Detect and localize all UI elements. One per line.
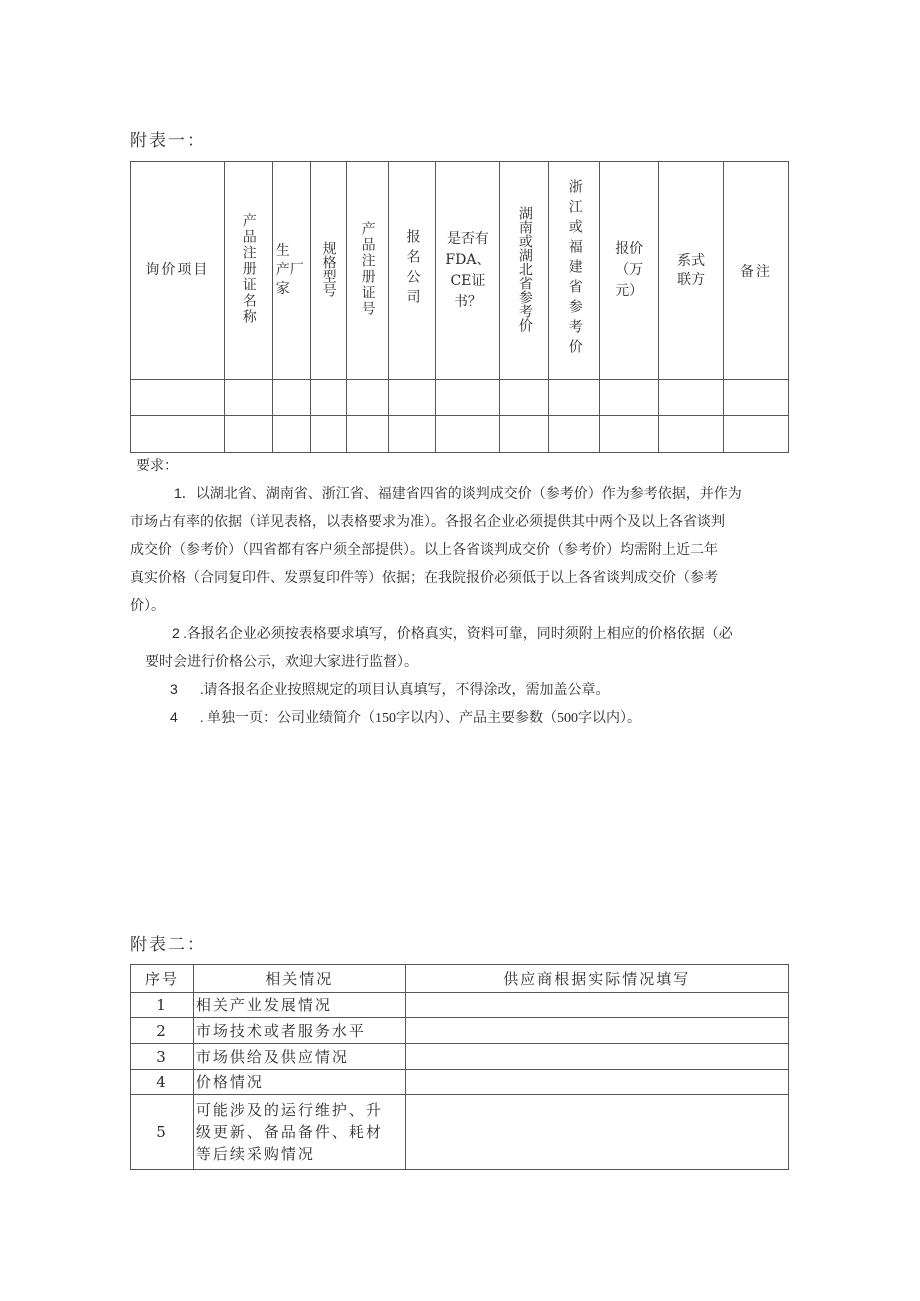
header-inquiry-item: 询价项目 <box>131 162 225 380</box>
cell[interactable] <box>549 416 600 453</box>
cell[interactable] <box>659 380 724 416</box>
cell[interactable] <box>724 416 789 453</box>
cell[interactable] <box>310 380 346 416</box>
row-number: 1 <box>131 993 194 1018</box>
row-fill-cell[interactable] <box>405 1070 788 1095</box>
row-fill-cell[interactable] <box>405 1018 788 1044</box>
table-row <box>131 1095 789 1170</box>
cell[interactable] <box>346 416 388 453</box>
row-item: 市场供给及供应情况 <box>193 1044 405 1070</box>
cell[interactable] <box>272 416 310 453</box>
header-zhejiang-fujian-price: 浙江或福建省参考价 <box>549 162 600 380</box>
cell[interactable] <box>500 416 549 453</box>
requirement-item-1: 1．以湖北省、湖南省、浙江省、福建省四省的谈判成交价（参考价）作为参考依据，并作为 市场占有率的依据（详见表格，以表格要求为准）。各报名企业必须提供其中两个及以上各省谈判 成交价（参考价）（四省都有客户须全部提供）。以上各省谈判成交价（参考价）均需附上近二年 真实价格（合同复印件、发票复印件等）依据；在我院报价必须低于以上各省谈判成交价（参考 价）。 <box>130 485 742 614</box>
table-row <box>131 416 789 453</box>
header-contact: 系式 联方 <box>659 162 724 380</box>
requirement-item-4: 4 . 单独一页：公司业绩简介（150字以内）、产品主要参数（500字以内）。 <box>170 709 641 726</box>
row-number: 3 <box>131 1044 194 1070</box>
cell[interactable] <box>500 380 549 416</box>
table-row <box>131 1018 789 1044</box>
header-manufacturer: 生 产厂 家 <box>272 162 310 380</box>
table-row <box>131 380 789 416</box>
cell[interactable] <box>310 416 346 453</box>
row-item: 可能涉及的运行维护、升 级更新、备品备件、耗材 等后续采购情况 <box>193 1095 405 1170</box>
situation-table <box>130 964 789 1170</box>
header-supplier-fill: 供应商根据实际情况填写 <box>405 965 788 993</box>
table-row <box>131 1070 789 1095</box>
header-company: 报名公司 <box>388 162 436 380</box>
header-serial: 序号 <box>131 965 194 993</box>
header-registration-no: 产品注册证号 <box>346 162 388 380</box>
cell[interactable] <box>549 380 600 416</box>
requirement-item-3: 3 .请各报名企业按照规定的项目认真填写，不得涂改，需加盖公章。 <box>170 681 610 698</box>
table1-header-row <box>131 162 789 380</box>
cell[interactable] <box>224 416 272 453</box>
header-registration-name: 产品注册证名称 <box>224 162 272 380</box>
header-hunan-hubei-price: 湖南或湖北省参考价 <box>500 162 549 380</box>
cell[interactable] <box>388 380 436 416</box>
quote-table <box>130 161 789 453</box>
table1-caption: 附表一： <box>130 131 206 151</box>
header-fda-ce: 是否有 FDA、 CE证 书？ <box>436 162 500 380</box>
table-row <box>131 1044 789 1070</box>
cell[interactable] <box>600 416 659 453</box>
header-remarks: 备注 <box>724 162 789 380</box>
row-fill-cell[interactable] <box>405 1044 788 1070</box>
row-number: 5 <box>131 1095 194 1170</box>
header-situation: 相关情况 <box>193 965 405 993</box>
cell[interactable] <box>131 380 225 416</box>
table-row <box>131 993 789 1018</box>
requirement-item-2: 2 .各报名企业必须按表格要求填写，价格真实，资料可靠，同时须附上相应的价格依据（必 要时会进行价格公示，欢迎大家进行监督）。 <box>145 625 733 670</box>
cell[interactable] <box>346 380 388 416</box>
table2-caption: 附表二： <box>130 935 206 955</box>
header-spec-model: 规格型号 <box>310 162 346 380</box>
cell[interactable] <box>436 380 500 416</box>
row-item: 市场技术或者服务水平 <box>193 1018 405 1044</box>
header-quote: 报价 （万 元） <box>600 162 659 380</box>
row-fill-cell[interactable] <box>405 993 788 1018</box>
row-fill-cell[interactable] <box>405 1095 788 1170</box>
row-number: 4 <box>131 1070 194 1095</box>
cell[interactable] <box>600 380 659 416</box>
cell[interactable] <box>436 416 500 453</box>
cell[interactable] <box>388 416 436 453</box>
cell[interactable] <box>724 380 789 416</box>
row-number: 2 <box>131 1018 194 1044</box>
requirements-title: 要求： <box>136 459 178 474</box>
cell[interactable] <box>659 416 724 453</box>
row-item: 相关产业发展情况 <box>193 993 405 1018</box>
table2-header-row <box>131 965 789 993</box>
cell[interactable] <box>224 380 272 416</box>
cell[interactable] <box>131 416 225 453</box>
cell[interactable] <box>272 380 310 416</box>
row-item: 价格情况 <box>193 1070 405 1095</box>
